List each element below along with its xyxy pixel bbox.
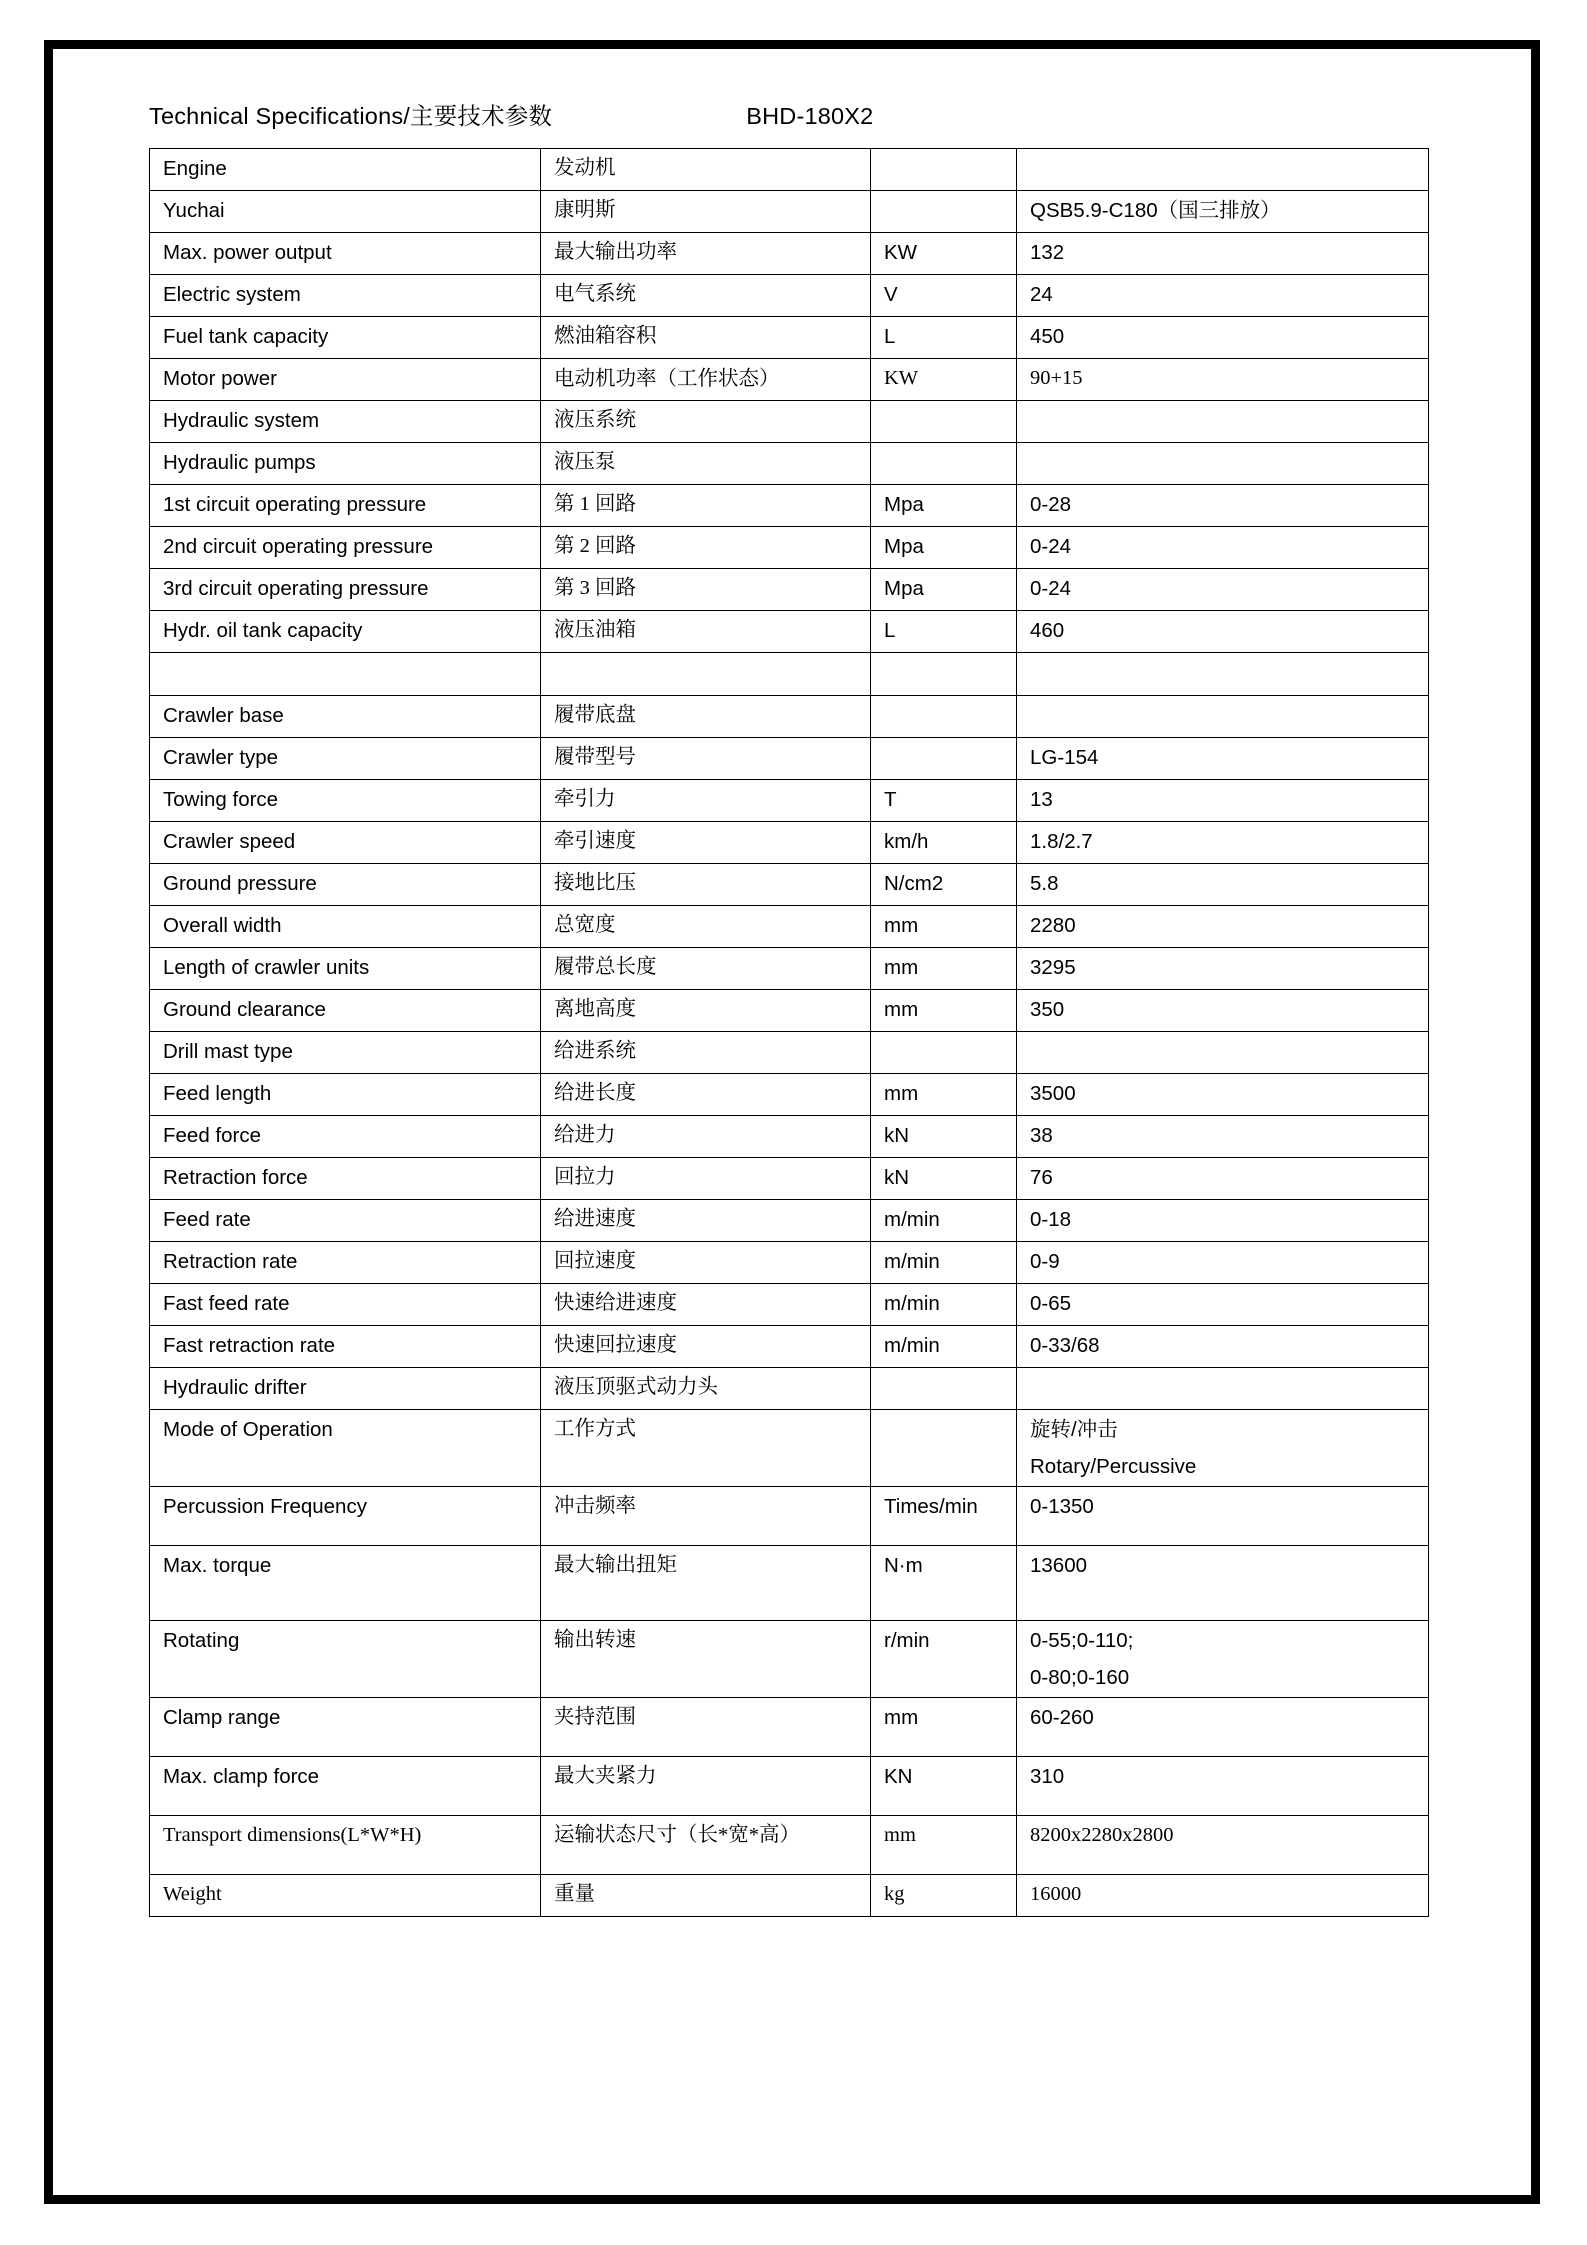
table-row (150, 906, 1429, 948)
spec-value: 350 (1017, 990, 1429, 1032)
document-header (149, 97, 1471, 145)
table-row (150, 611, 1429, 653)
spec-unit (871, 1368, 1017, 1410)
specifications-table (149, 148, 1429, 1917)
spec-value: 1.8/2.7 (1017, 822, 1429, 864)
spec-value: 0-28 (1017, 485, 1429, 527)
table-row (150, 359, 1429, 401)
spec-unit: m/min (871, 1284, 1017, 1326)
spec-value: LG-154 (1017, 738, 1429, 780)
spec-label-en: Rotating (150, 1621, 541, 1698)
spec-label-cn: 牵引力 (541, 780, 871, 822)
spec-unit (871, 149, 1017, 191)
spec-value: 60-260 (1017, 1698, 1429, 1757)
spec-label-cn: 运输状态尺寸（长*宽*高） (541, 1816, 871, 1875)
spec-value: 90+15 (1017, 359, 1429, 401)
spec-label-en: Motor power (150, 359, 541, 401)
spec-unit: L (871, 611, 1017, 653)
table-row (150, 1326, 1429, 1368)
spec-label-cn: 给进力 (541, 1116, 871, 1158)
spec-label-cn: 给进长度 (541, 1074, 871, 1116)
spec-unit: KW (871, 359, 1017, 401)
spec-value: 8200x2280x2800 (1017, 1816, 1429, 1875)
table-row (150, 1032, 1429, 1074)
table-row (150, 990, 1429, 1032)
spec-unit (871, 443, 1017, 485)
spec-label-cn: 夹持范围 (541, 1698, 871, 1757)
spec-label-en: 2nd circuit operating pressure (150, 527, 541, 569)
spec-label-en: Fast feed rate (150, 1284, 541, 1326)
spec-value: 2280 (1017, 906, 1429, 948)
spec-label-en: Ground clearance (150, 990, 541, 1032)
table-row (150, 1816, 1429, 1875)
table-row (150, 948, 1429, 990)
spec-label-cn: 液压泵 (541, 443, 871, 485)
spec-label-en: Max. torque (150, 1546, 541, 1621)
spec-value-line1: 0-55;0-110; (1030, 1629, 1134, 1653)
table-row (150, 1410, 1429, 1487)
spec-label-en: Hydr. oil tank capacity (150, 611, 541, 653)
spec-unit (871, 696, 1017, 738)
page-border (44, 40, 1540, 2204)
spec-value: 0-65 (1017, 1284, 1429, 1326)
spec-label-cn: 燃油箱容积 (541, 317, 871, 359)
spec-label-cn: 接地比压 (541, 864, 871, 906)
spec-label-en: Hydraulic pumps (150, 443, 541, 485)
spec-value: 24 (1017, 275, 1429, 317)
table-row (150, 1074, 1429, 1116)
spec-label-cn: 履带型号 (541, 738, 871, 780)
spec-unit: kg (871, 1875, 1017, 1917)
spec-unit: kN (871, 1116, 1017, 1158)
spec-unit: N/cm2 (871, 864, 1017, 906)
spec-label-en: Engine (150, 149, 541, 191)
table-row (150, 1621, 1429, 1698)
spec-value: 3295 (1017, 948, 1429, 990)
spec-value: 132 (1017, 233, 1429, 275)
page-title: Technical Specifications/主要技术参数 (149, 103, 553, 129)
spec-label-cn: 发动机 (541, 149, 871, 191)
spec-label-cn: 最大输出功率 (541, 233, 871, 275)
spec-value: 460 (1017, 611, 1429, 653)
table-row (150, 443, 1429, 485)
spec-value: 0-33/68 (1017, 1326, 1429, 1368)
spec-label-en: Feed force (150, 1116, 541, 1158)
spec-unit: KW (871, 233, 1017, 275)
table-row (150, 1368, 1429, 1410)
spec-label-en: Retraction rate (150, 1242, 541, 1284)
spec-unit (871, 738, 1017, 780)
spec-label-en: Feed rate (150, 1200, 541, 1242)
table-row (150, 527, 1429, 569)
spec-unit: mm (871, 948, 1017, 990)
spec-label-en: Max. power output (150, 233, 541, 275)
spec-label-en: Electric system (150, 275, 541, 317)
spec-value: QSB5.9-C180（国三排放） (1017, 191, 1429, 233)
spec-label-cn: 给进系统 (541, 1032, 871, 1074)
spec-value: 16000 (1017, 1875, 1429, 1917)
table-row (150, 401, 1429, 443)
spec-unit: mm (871, 1074, 1017, 1116)
spec-label-en: Yuchai (150, 191, 541, 233)
spec-value (1017, 1368, 1429, 1410)
spec-label-cn: 康明斯 (541, 191, 871, 233)
spec-unit: V (871, 275, 1017, 317)
spec-label-cn: 牵引速度 (541, 822, 871, 864)
specifications-body (150, 149, 1429, 1917)
spec-label-en: Mode of Operation (150, 1410, 541, 1487)
spec-unit: m/min (871, 1326, 1017, 1368)
spec-label-en: Fuel tank capacity (150, 317, 541, 359)
spec-unit: km/h (871, 822, 1017, 864)
spec-label-cn: 最大夹紧力 (541, 1757, 871, 1816)
spec-label-cn: 快速给进速度 (541, 1284, 871, 1326)
spec-value (1017, 1621, 1429, 1698)
spec-label-en: Percussion Frequency (150, 1487, 541, 1546)
spec-value: 3500 (1017, 1074, 1429, 1116)
spec-unit: r/min (871, 1621, 1017, 1698)
table-row (150, 738, 1429, 780)
spec-value: 0-24 (1017, 527, 1429, 569)
spec-unit: mm (871, 906, 1017, 948)
spec-label-en: Clamp range (150, 1698, 541, 1757)
spec-unit: mm (871, 1698, 1017, 1757)
spec-label-cn: 快速回拉速度 (541, 1326, 871, 1368)
spec-label-en: Retraction force (150, 1158, 541, 1200)
spec-value: 13600 (1017, 1546, 1429, 1621)
spec-unit: L (871, 317, 1017, 359)
spec-label-en: Fast retraction rate (150, 1326, 541, 1368)
spec-label-cn: 重量 (541, 1875, 871, 1917)
spec-unit: KN (871, 1757, 1017, 1816)
spec-label-en: Weight (150, 1875, 541, 1917)
spec-label-cn: 液压系统 (541, 401, 871, 443)
spec-value (1017, 1410, 1429, 1487)
spec-value (1017, 401, 1429, 443)
spec-label-cn: 给进速度 (541, 1200, 871, 1242)
spec-value: 0-1350 (1017, 1487, 1429, 1546)
spec-label-cn: 第 1 回路 (541, 485, 871, 527)
spec-label-cn: 工作方式 (541, 1410, 871, 1487)
spec-unit (871, 1410, 1017, 1487)
table-row (150, 1698, 1429, 1757)
table-row (150, 653, 1429, 696)
spec-unit: kN (871, 1158, 1017, 1200)
spec-value: 76 (1017, 1158, 1429, 1200)
spec-label-cn: 冲击频率 (541, 1487, 871, 1546)
spec-label-en: Length of crawler units (150, 948, 541, 990)
spec-unit: Mpa (871, 485, 1017, 527)
table-row (150, 696, 1429, 738)
spec-label-cn: 液压油箱 (541, 611, 871, 653)
spec-value (1017, 149, 1429, 191)
spec-label-cn: 回拉速度 (541, 1242, 871, 1284)
spec-label-cn: 第 2 回路 (541, 527, 871, 569)
spec-unit: N·m (871, 1546, 1017, 1621)
table-row (150, 191, 1429, 233)
spec-label-cn: 液压顶驱式动力头 (541, 1368, 871, 1410)
spec-label-en: Feed length (150, 1074, 541, 1116)
spec-label-cn: 电气系统 (541, 275, 871, 317)
spec-label-en: Overall width (150, 906, 541, 948)
spec-label-en: Transport dimensions(L*W*H) (150, 1816, 541, 1875)
spec-value-line2: 0-80;0-160 (1030, 1666, 1130, 1690)
spec-unit: mm (871, 1816, 1017, 1875)
page-content (53, 49, 1531, 2195)
table-row (150, 1875, 1429, 1917)
spec-label-en: Max. clamp force (150, 1757, 541, 1816)
spec-unit: T (871, 780, 1017, 822)
table-row (150, 1757, 1429, 1816)
spec-unit (871, 191, 1017, 233)
spec-value (1017, 696, 1429, 738)
spec-value-line1: 旋转/冲击 (1030, 1418, 1118, 1441)
spec-unit (871, 401, 1017, 443)
spec-label-en: 1st circuit operating pressure (150, 485, 541, 527)
spec-unit: Times/min (871, 1487, 1017, 1546)
spec-value: 38 (1017, 1116, 1429, 1158)
table-row (150, 149, 1429, 191)
spec-label-cn: 履带总长度 (541, 948, 871, 990)
table-row (150, 1116, 1429, 1158)
spec-label-en: Crawler base (150, 696, 541, 738)
spec-value: 310 (1017, 1757, 1429, 1816)
table-row (150, 1546, 1429, 1621)
spec-unit: Mpa (871, 569, 1017, 611)
spec-value: 13 (1017, 780, 1429, 822)
spec-unit (871, 1032, 1017, 1074)
table-row (150, 1487, 1429, 1546)
spec-value: 0-9 (1017, 1242, 1429, 1284)
model-designation: BHD-180X2 (746, 103, 874, 129)
spec-value: 5.8 (1017, 864, 1429, 906)
spec-label-en: Crawler speed (150, 822, 541, 864)
spec-label-cn: 电动机功率（工作状态） (541, 359, 871, 401)
spec-label-en: Hydraulic system (150, 401, 541, 443)
spec-label-en: Ground pressure (150, 864, 541, 906)
spec-label-en: Towing force (150, 780, 541, 822)
spec-label-cn: 回拉力 (541, 1158, 871, 1200)
table-row (150, 317, 1429, 359)
spec-value (1017, 1032, 1429, 1074)
spec-unit: Mpa (871, 527, 1017, 569)
table-row (150, 822, 1429, 864)
spec-label-cn: 最大输出扭矩 (541, 1546, 871, 1621)
spec-value: 0-24 (1017, 569, 1429, 611)
table-row (150, 569, 1429, 611)
spec-label-cn: 第 3 回路 (541, 569, 871, 611)
spec-value: 450 (1017, 317, 1429, 359)
spec-label-cn: 总宽度 (541, 906, 871, 948)
spec-label-en: 3rd circuit operating pressure (150, 569, 541, 611)
spec-unit: mm (871, 990, 1017, 1032)
spec-value (1017, 443, 1429, 485)
table-row (150, 275, 1429, 317)
table-row (150, 233, 1429, 275)
spec-value-line2: Rotary/Percussive (1030, 1455, 1197, 1479)
table-row (150, 780, 1429, 822)
spec-unit (871, 653, 1017, 696)
spec-value (1017, 653, 1429, 696)
table-row (150, 864, 1429, 906)
spec-label-en: Hydraulic drifter (150, 1368, 541, 1410)
spec-label-en (150, 653, 541, 696)
spec-label-en: Crawler type (150, 738, 541, 780)
table-row (150, 1242, 1429, 1284)
spec-value: 0-18 (1017, 1200, 1429, 1242)
spec-label-en: Drill mast type (150, 1032, 541, 1074)
table-row (150, 1200, 1429, 1242)
table-row (150, 1158, 1429, 1200)
spec-label-cn: 输出转速 (541, 1621, 871, 1698)
spec-label-cn: 履带底盘 (541, 696, 871, 738)
spec-label-cn (541, 653, 871, 696)
spec-label-cn: 离地高度 (541, 990, 871, 1032)
table-row (150, 1284, 1429, 1326)
spec-unit: m/min (871, 1242, 1017, 1284)
spec-unit: m/min (871, 1200, 1017, 1242)
table-row (150, 485, 1429, 527)
